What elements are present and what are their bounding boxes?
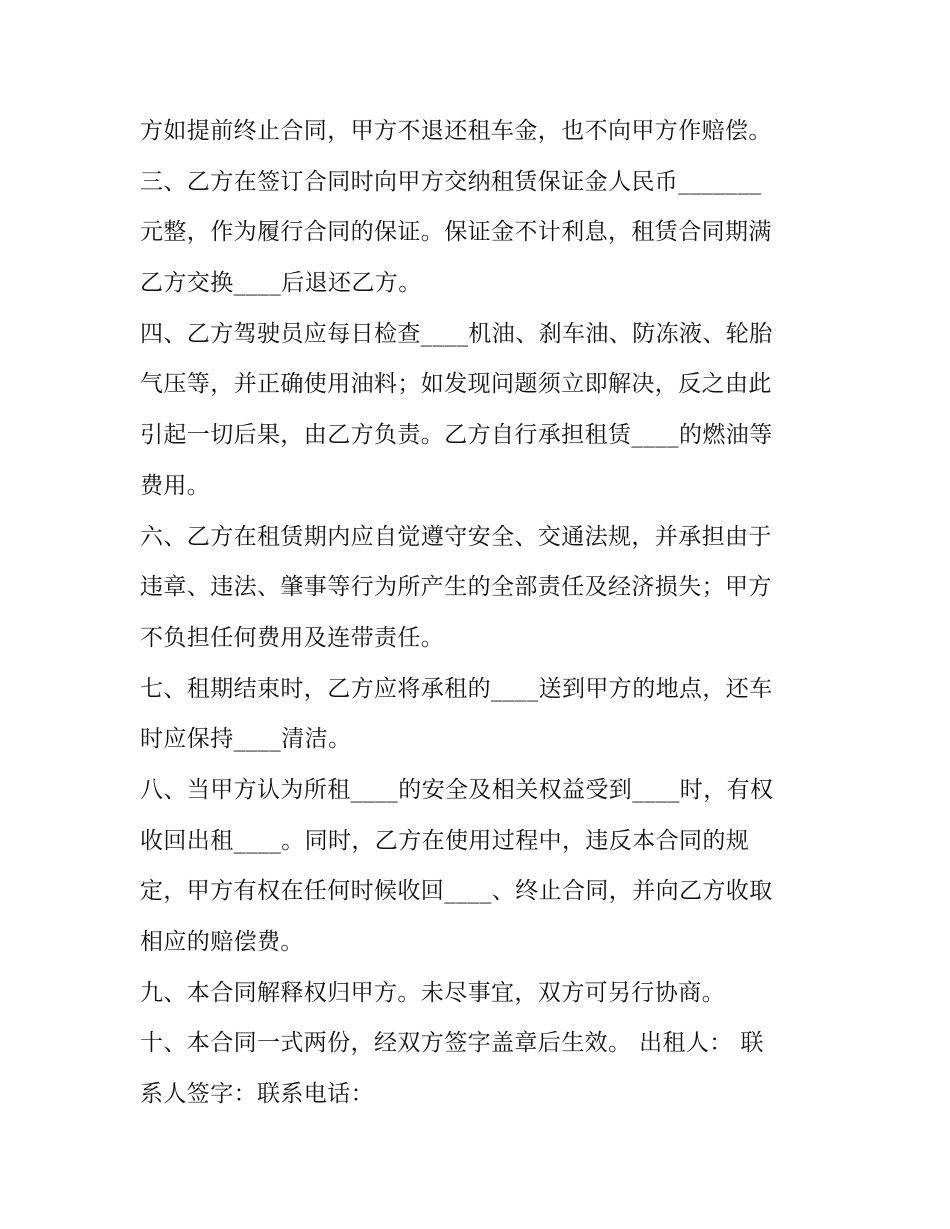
text-line: 方如提前终止合同，甲方不退还租车金，也不向甲方作赔偿。: [140, 118, 772, 144]
text-line: 乙方交换____后退还乙方。: [140, 270, 422, 297]
text-line: 时应保持____清洁。: [140, 726, 352, 753]
text-line: 三、乙方在签订合同时向甲方交纳租赁保证金人民币_______: [140, 168, 762, 195]
text-line: 九、本合同解释权归甲方。未尽事宜，双方可另行协商。: [140, 979, 725, 1006]
text-line: 不负担任何费用及连带责任。: [140, 624, 445, 651]
contract-text: [140, 106, 815, 1120]
text-line: 十、本合同一式两份，经双方签字盖章后生效。 出租人： 联: [140, 1030, 764, 1057]
text-line: 违章、违法、肇事等行为所产生的全部责任及经济损失；甲方: [140, 574, 772, 601]
text-line: 引起一切后果，由乙方负责。乙方自行承担租赁____的燃油等: [140, 422, 773, 449]
text-line: 气压等，并正确使用油料；如发现问题须立即解决，反之由此: [140, 371, 772, 398]
text-line: 六、乙方在租赁期内应自觉遵守安全、交通法规，并承担由于: [140, 523, 772, 550]
text-line: 费用。: [140, 472, 211, 499]
text-line: 元整，作为履行合同的保证。保证金不计利息，租赁合同期满: [140, 219, 772, 246]
text-line: 定，甲方有权在任何时候收回____、终止合同，并向乙方收取: [140, 878, 773, 905]
text-line: 相应的赔偿费。: [140, 929, 304, 955]
text-line: 八、当甲方认为所租____的安全及相关权益受到____时，有权: [140, 776, 774, 803]
text-line: 七、租期结束时，乙方应将承租的____送到甲方的地点，还车: [140, 675, 773, 702]
text-line: 四、乙方驾驶员应每日检查____机油、刹车油、防冻液、轮胎: [140, 320, 773, 347]
text-line: 系人签字：联系电话：: [140, 1081, 374, 1108]
text-line: 收回出租____。同时，乙方在使用过程中，违反本合同的规: [140, 827, 750, 854]
